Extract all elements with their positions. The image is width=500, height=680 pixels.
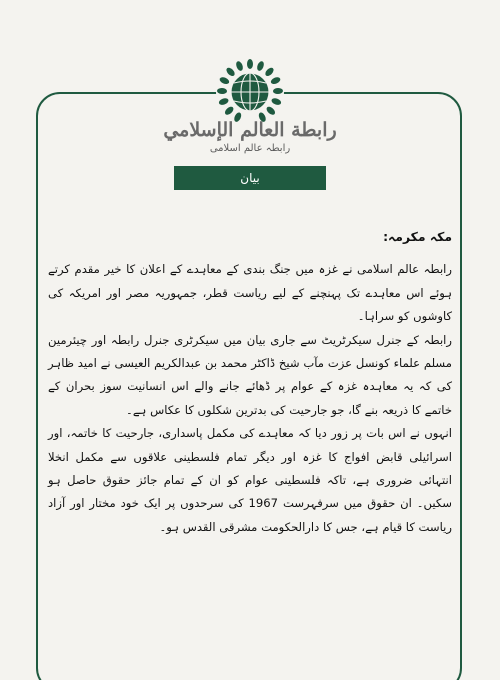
statement-badge: بیان bbox=[174, 166, 326, 190]
dateline-location: مکہ مکرمہ: bbox=[383, 229, 452, 244]
paragraph-1: رابطہ عالم اسلامی نے غزہ میں جنگ بندی کے معاہدے کے اعلان کا خیر مقدم کرتے ہوئے اس معاہدے تک پہنچنے کے لیے ریاست قطر، جمہوریہ مصر اور امریکہ کی کاوشوں کو سراہا۔ bbox=[48, 262, 452, 324]
org-name-arabic: رابطة العالم الإسلامي bbox=[163, 119, 337, 141]
paragraph-2: رابطہ کے جنرل سیکرٹریٹ سے جاری بیان میں سیکرٹری جنرل رابطہ اور چیئرمین مسلم علماء کونسل عزت مآب شیخ ڈاکٹر محمد بن عبدالکریم العیسی نے امید ظاہر کی کہ یہ معاہدہ غزہ کے عوام پر ڈھائے جانے والے اس انسانیت سوز بحران کے خاتمے کا ذریعہ بنے گا، جو جارحیت کی بدترین شکلوں کا عکاس ہے۔ bbox=[48, 332, 452, 417]
org-name-urdu: رابطہ عالم اسلامی bbox=[209, 143, 291, 154]
paragraph-3: انہوں نے اس بات پر زور دیا کہ معاہدے کی مکمل پاسداری، جارحیت کا خاتمہ، اور اسرائیلی قابض افواج کا غزہ اور دیگر تمام فلسطینی علاقوں سے مکمل انخلا انتہائی ضروری ہے، تاکہ فلسطینی عوام کو ان کے تمام جائز حقوق حاصل ہو سکیں۔ ان حقوق میں سرفہرست 1967 کی سرحدوں پر ایک خود مختار اور آزاد ریاست کا قیام ہے، جس کا دارالحکومت مشرقی القدس ہو۔ bbox=[48, 426, 453, 534]
globe-emblem-icon bbox=[216, 58, 284, 126]
statement-body bbox=[48, 225, 452, 539]
organization-header bbox=[150, 118, 350, 156]
